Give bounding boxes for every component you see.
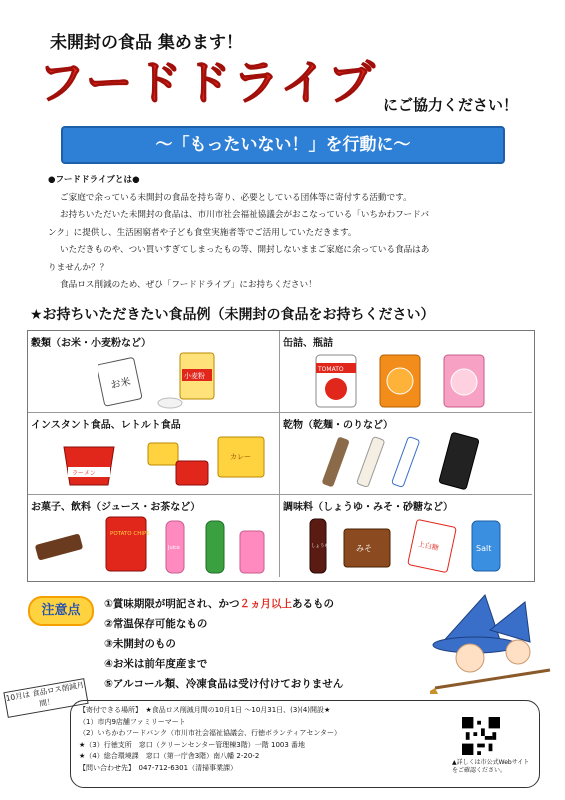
noodle-pack-icon bbox=[176, 461, 208, 485]
dried-food-illustration bbox=[320, 431, 520, 493]
cell-title: 乾物（乾麺・のりなど） bbox=[283, 420, 393, 431]
sugar-bag-icon bbox=[408, 519, 457, 572]
seasonings-illustration bbox=[300, 513, 530, 579]
food-examples-grid bbox=[27, 330, 535, 582]
cup-noodle-icon bbox=[64, 447, 114, 485]
svg-text:Juice: Juice bbox=[168, 545, 180, 551]
rice-flour-illustration bbox=[98, 351, 228, 411]
cans-illustration bbox=[310, 349, 510, 411]
salt-bottle-icon bbox=[472, 521, 500, 571]
october-badge: 10月は 食品ロス削減月間！ bbox=[3, 678, 88, 718]
chips-bag-icon bbox=[106, 517, 150, 571]
note-item: ③未開封のもの bbox=[104, 638, 176, 650]
svg-text:Salt: Salt bbox=[476, 544, 492, 553]
instant-food-illustration bbox=[58, 431, 273, 493]
svg-text:みそ: みそ bbox=[356, 544, 372, 553]
miso-box-icon bbox=[344, 529, 390, 567]
note-highlight: ２ヵ月以上 bbox=[239, 598, 293, 610]
cell-title: 穀類（お米・小麦粉など） bbox=[31, 338, 151, 349]
svg-text:お米: お米 bbox=[109, 376, 132, 392]
svg-text:しょうゆ: しょうゆ bbox=[311, 544, 329, 549]
slogan-banner: ～「もったいない！」を行動に～ bbox=[61, 126, 505, 164]
cell-title: インスタント食品、レトルト食品 bbox=[31, 420, 181, 431]
title-subline: にご協力ください！ bbox=[383, 96, 519, 114]
contact-line: ★（3）行徳支所 窓口（クリーンセンター管理棟3階）一階 1003 番地 bbox=[79, 740, 306, 749]
qr-code-icon[interactable] bbox=[462, 717, 500, 755]
peach-can-icon bbox=[444, 355, 484, 407]
header-tagline: 未開封の食品 集めます！ bbox=[50, 33, 243, 53]
flour-bag-icon bbox=[158, 353, 214, 408]
tomato-can-icon bbox=[316, 355, 356, 407]
note-item: ⑤アルコール類、冷凍食品は受け付けておりません bbox=[104, 678, 344, 690]
dried-noodle-icon bbox=[321, 436, 349, 487]
examples-heading: ★お持ちいただきたい食品例（未開封の食品をお持ちください） bbox=[30, 307, 435, 323]
cell-seasonings bbox=[280, 495, 532, 577]
svg-text:小麦粉: 小麦粉 bbox=[184, 372, 205, 380]
svg-text:ラーメン: ラーメン bbox=[72, 470, 96, 477]
intro-heading: ●フードドライブとは● bbox=[48, 175, 140, 185]
note-item: ②常温保存可能なもの bbox=[104, 618, 208, 630]
rice-bag-icon bbox=[98, 357, 142, 406]
curry-box-icon bbox=[218, 437, 264, 477]
intro-line: 食品ロス削減のため、ぜひ「フードドライブ」にお持ちください！ bbox=[60, 280, 317, 290]
svg-text:上白糖: 上白糖 bbox=[417, 540, 440, 553]
cell-grains bbox=[28, 331, 280, 413]
qr-caption: ▲詳しくは市公式Webサイトをご確認ください。 bbox=[452, 759, 530, 774]
orange-can-icon bbox=[380, 355, 420, 407]
cell-snacks-drinks bbox=[28, 495, 280, 577]
intro-section bbox=[48, 172, 530, 295]
dried-noodle-icon bbox=[356, 436, 384, 487]
cell-instant bbox=[28, 413, 280, 495]
intro-line: ンク」に提供し、生活困窮者や子ども食堂実施者等でご活用していただきます。 bbox=[48, 227, 357, 238]
soy-sauce-icon bbox=[310, 519, 329, 573]
notes-badge: 注意点 bbox=[28, 596, 94, 626]
notes-list bbox=[104, 594, 343, 694]
cell-title: お菓子、飲料（ジュース・お茶など） bbox=[31, 502, 201, 513]
svg-text:TOMATO: TOMATO bbox=[318, 366, 344, 373]
chocolate-bar-icon bbox=[35, 533, 84, 560]
cell-title: 缶詰、瓶詰 bbox=[283, 338, 333, 349]
tea-bottle-icon bbox=[206, 521, 224, 573]
intro-line: りませんか？？ bbox=[48, 262, 109, 273]
note-item: ④お米は前年度産まで bbox=[104, 658, 208, 670]
contact-line: （2）いちかわフードバンク（市川市社会福祉協議会、行徳ボランティアセンター） bbox=[79, 729, 342, 737]
cell-dried bbox=[280, 413, 532, 495]
svg-text:カレー: カレー bbox=[230, 453, 251, 461]
intro-line: ご家庭で余っている未開封の食品を持ち寄り、必要としている団体等に寄付する活動です。 bbox=[60, 192, 412, 203]
cell-cans bbox=[280, 331, 532, 413]
witch-mascot-illustration bbox=[430, 590, 555, 700]
juice-can-icon bbox=[240, 531, 264, 573]
juice-bottle-icon bbox=[166, 521, 184, 573]
note-item: ①賞味期限が明記され、かつ２ヵ月以上あるもの bbox=[104, 598, 335, 610]
nori-icon bbox=[439, 432, 480, 489]
noodle-pack-icon bbox=[148, 443, 178, 465]
snacks-drinks-illustration bbox=[34, 513, 274, 579]
contact-line: （1）市内9店舗ファミリーマート bbox=[79, 717, 186, 726]
intro-line: いただきものや、つい買いすぎてしまったもの等、開封しないままご家庭に余っている食品はあ bbox=[60, 245, 430, 255]
page-title: フードドライブ bbox=[38, 56, 377, 111]
contact-line: 【寄付できる場所】 ★食品ロス削減月間の10月1日 ～10月31日、(3)(4)開設★ bbox=[79, 706, 331, 714]
contact-line: ★（4）総合環境課 窓口（第一庁舎3階）南八幡 2-20-2 bbox=[79, 752, 260, 760]
intro-line: お持ちいただいた未開封の食品は、市川市社会福祉協議会がおこなっている「いちかわフードバ bbox=[60, 210, 430, 220]
dried-noodle-icon bbox=[391, 436, 419, 487]
contact-line: 【問い合わせ先】 047-712-6301（清掃事業課） bbox=[79, 763, 238, 772]
cell-title: 調味料（しょうゆ・みそ・砂糖など） bbox=[283, 502, 453, 513]
svg-text:POTATO CHIPS: POTATO CHIPS bbox=[110, 531, 150, 537]
